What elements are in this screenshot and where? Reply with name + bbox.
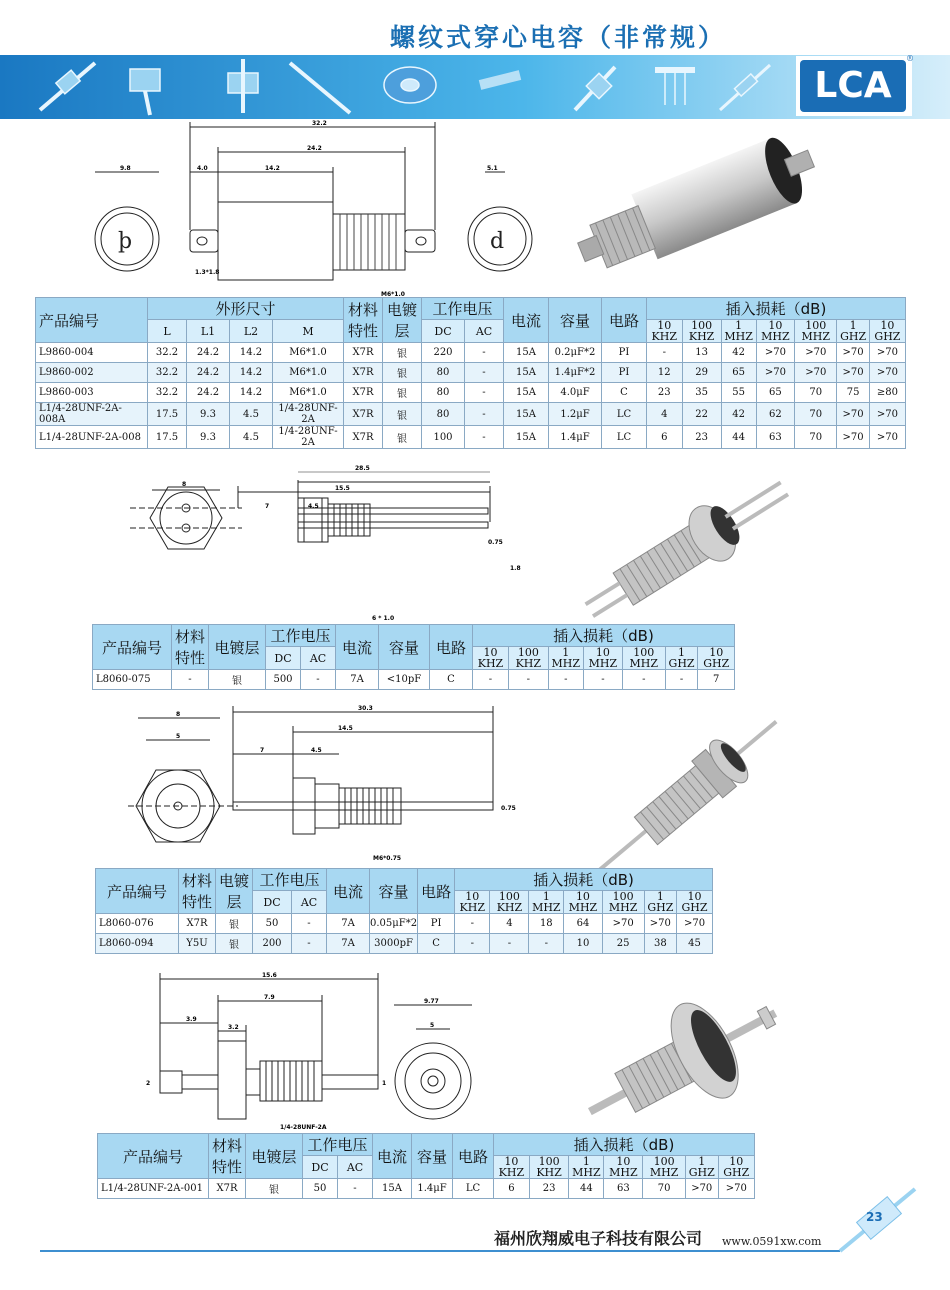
table-cell: X7R	[344, 426, 383, 449]
table-cell: >70	[677, 914, 713, 934]
col-f5: 100 MHZ	[622, 647, 665, 670]
spec-table-1	[35, 297, 906, 449]
table-cell: LC	[602, 426, 647, 449]
col-f2: 100 KHZ	[682, 320, 721, 343]
table-cell: >70	[869, 363, 905, 383]
drawing-3	[128, 700, 528, 865]
col-circuit: 电路	[430, 625, 473, 670]
part-number-cell: L8060-075	[93, 670, 172, 690]
product-photo-1	[572, 134, 832, 284]
table-cell: 9.3	[187, 426, 230, 449]
dim-7: 7	[265, 503, 270, 510]
table-cell: 14.2	[230, 343, 273, 363]
col-plating: 电镀层	[209, 625, 266, 670]
col-f3: 1 MHZ	[548, 647, 583, 670]
col-f2: 100 KHZ	[508, 647, 548, 670]
spec-table-2	[92, 624, 735, 690]
dim-15-6: 15.6	[262, 972, 277, 979]
col-plating: 电镀层	[246, 1134, 303, 1179]
dim-4-0: 4.0	[197, 165, 208, 172]
table-cell: 80	[422, 403, 465, 426]
table-cell: 80	[422, 383, 465, 403]
table-cell: >70	[685, 1179, 718, 1199]
table-cell: M6*1.0	[273, 363, 344, 383]
col-part: 产品编号	[98, 1134, 209, 1179]
table-cell: C	[418, 934, 455, 954]
table-cell: 500	[266, 670, 301, 690]
table-cell: ≥80	[869, 383, 905, 403]
table-4-body	[98, 1179, 755, 1199]
table-cell: 50	[303, 1179, 338, 1199]
table-cell: -	[292, 914, 327, 934]
table-cell: C	[602, 383, 647, 403]
table-cell: 63	[756, 426, 795, 449]
table-cell: -	[172, 670, 209, 690]
table-cell: -	[465, 363, 504, 383]
table-row	[93, 670, 735, 690]
table-cell: PI	[602, 363, 647, 383]
table-cell: 70	[795, 383, 837, 403]
table-cell: 9.3	[187, 403, 230, 426]
dim-4-5: 4.5	[308, 503, 319, 510]
dim-28-5: 28.5	[355, 465, 370, 472]
table-cell: >70	[602, 914, 644, 934]
table-row	[36, 343, 906, 363]
table-cell: -	[647, 343, 683, 363]
col-f4: 10 MHZ	[756, 320, 795, 343]
table-cell: 200	[253, 934, 292, 954]
table-cell: 25	[602, 934, 644, 954]
col-f5: 100 MHZ	[643, 1156, 686, 1179]
part-number-cell: L1/4-28UNF-2A-008	[36, 426, 148, 449]
table-row	[36, 403, 906, 426]
col-insertion-loss: 插入损耗（dB)	[473, 625, 735, 647]
table-cell: 10	[564, 934, 602, 954]
table-cell: 32.2	[148, 343, 187, 363]
table-cell: -	[665, 670, 698, 690]
col-capacitance: 容量	[412, 1134, 453, 1179]
table-cell: 4.0μF	[549, 383, 602, 403]
col-f7: 10 GHZ	[869, 320, 905, 343]
col-insertion-loss: 插入损耗（dB)	[647, 298, 906, 320]
table-cell: -	[508, 670, 548, 690]
dim-0-75: 0.75	[501, 805, 516, 812]
table-cell: 7A	[327, 934, 370, 954]
table-cell: 65	[721, 363, 756, 383]
table-cell: >70	[837, 343, 869, 363]
col-part: 产品编号	[96, 869, 179, 914]
table-cell: 42	[721, 343, 756, 363]
col-f7: 10 GHZ	[677, 891, 713, 914]
drawing-4-end-view	[388, 995, 478, 1125]
table-cell: 7A	[327, 914, 370, 934]
table-cell: X7R	[344, 363, 383, 383]
table-cell: 64	[564, 914, 602, 934]
part-number-cell: L1/4-28UNF-2A-008A	[36, 403, 148, 426]
table-cell: 1/4-28UNF-2A	[273, 426, 344, 449]
col-f4: 10 MHZ	[583, 647, 622, 670]
col-L2: L2	[230, 320, 273, 343]
table-cell: 15A	[504, 363, 549, 383]
banner-components-art	[0, 55, 790, 119]
table-cell: 17.5	[148, 403, 187, 426]
col-f3: 1 MHZ	[721, 320, 756, 343]
table-cell: C	[430, 670, 473, 690]
col-ac: AC	[338, 1156, 373, 1179]
col-ac: AC	[465, 320, 504, 343]
col-current: 电流	[373, 1134, 412, 1179]
table-cell: 15A	[373, 1179, 412, 1199]
dim-14-2: 14.2	[265, 165, 280, 172]
table-cell: 23	[682, 426, 721, 449]
table-cell: 1.4μF	[549, 426, 602, 449]
col-dc: DC	[266, 647, 301, 670]
table-cell: 42	[721, 403, 756, 426]
part-number-cell: L8060-094	[96, 934, 179, 954]
table-cell: 38	[644, 934, 676, 954]
col-material: 材料特性	[209, 1134, 246, 1179]
table-cell: -	[465, 426, 504, 449]
table-cell: -	[529, 934, 564, 954]
table-cell: 银	[383, 343, 422, 363]
col-insertion-loss: 插入损耗（dB)	[455, 869, 713, 891]
table-row	[98, 1179, 755, 1199]
table-3-body	[96, 914, 713, 954]
part-number-cell: L9860-002	[36, 363, 148, 383]
table-cell: 70	[795, 403, 837, 426]
table-cell: 23	[529, 1179, 569, 1199]
table-cell: >70	[837, 426, 869, 449]
table-cell: 75	[837, 383, 869, 403]
dim-32-2: 32.2	[312, 120, 327, 127]
table-cell: 70	[795, 426, 837, 449]
table-cell: 18	[529, 914, 564, 934]
dim-9-8: 9.8	[120, 165, 131, 172]
table-cell: 6	[647, 426, 683, 449]
dim-thread-4: 1/4-28UNF-2A	[280, 1124, 327, 1131]
col-f7: 10 GHZ	[718, 1156, 754, 1179]
table-cell: >70	[756, 363, 795, 383]
spec-table-3	[95, 868, 713, 954]
dim-5-1: 5.1	[487, 165, 498, 172]
table-cell: 55	[721, 383, 756, 403]
table-cell: 24.2	[187, 343, 230, 363]
table-cell: 100	[422, 426, 465, 449]
table-cell: -	[490, 934, 529, 954]
company-logo	[796, 56, 912, 116]
table-cell: >70	[837, 403, 869, 426]
table-cell: -	[292, 934, 327, 954]
col-f6: 1 GHZ	[685, 1156, 718, 1179]
col-f1: 10 KHZ	[494, 1156, 530, 1179]
table-cell: 220	[422, 343, 465, 363]
table-cell: 32.2	[148, 363, 187, 383]
table-cell: 7A	[336, 670, 379, 690]
table-2-body	[93, 670, 735, 690]
table-cell: X7R	[209, 1179, 246, 1199]
registered-mark: ®	[906, 54, 914, 63]
table-cell: -	[465, 383, 504, 403]
col-f1: 10 KHZ	[455, 891, 490, 914]
table-cell: >70	[837, 363, 869, 383]
dim-24-2: 24.2	[307, 145, 322, 152]
dim-thread-3: M6*0.75	[373, 855, 402, 862]
table-cell: 银	[383, 403, 422, 426]
table-cell: -	[622, 670, 665, 690]
table-cell: 15A	[504, 403, 549, 426]
table-cell: >70	[869, 403, 905, 426]
table-cell: >70	[718, 1179, 754, 1199]
col-voltage: 工作电压	[266, 625, 336, 647]
dim-4-5: 4.5	[311, 747, 322, 754]
part-number-cell: L9860-003	[36, 383, 148, 403]
table-cell: >70	[795, 343, 837, 363]
table-cell: 0.2μF*2	[549, 343, 602, 363]
col-current: 电流	[504, 298, 549, 343]
table-cell: 14.2	[230, 363, 273, 383]
dim-2: 2	[146, 1080, 151, 1087]
col-f7: 10 GHZ	[698, 647, 735, 670]
table-cell: 1/4-28UNF-2A	[273, 403, 344, 426]
col-f6: 1 GHZ	[837, 320, 869, 343]
table-cell: 1.4μF*2	[549, 363, 602, 383]
col-L1: L1	[187, 320, 230, 343]
table-cell: 14.2	[230, 383, 273, 403]
table-cell: PI	[418, 914, 455, 934]
footer-company: 福州欣翔威电子科技有限公司	[494, 1229, 703, 1248]
col-voltage: 工作电压	[253, 869, 327, 891]
table-cell: 17.5	[148, 426, 187, 449]
dim-3-9: 3.9	[186, 1016, 197, 1023]
table-cell: 45	[677, 934, 713, 954]
col-circuit: 电路	[453, 1134, 494, 1179]
col-voltage: 工作电压	[303, 1134, 373, 1156]
table-cell: 80	[422, 363, 465, 383]
table-cell: 15A	[504, 383, 549, 403]
col-f2: 100 KHZ	[490, 891, 529, 914]
table-cell: 银	[383, 383, 422, 403]
dim-30-3: 30.3	[358, 705, 373, 712]
table-cell: 4	[647, 403, 683, 426]
product-photo-2	[570, 470, 810, 620]
col-plating: 电镀层	[216, 869, 253, 914]
col-f6: 1 GHZ	[644, 891, 676, 914]
col-f1: 10 KHZ	[647, 320, 683, 343]
table-cell: Y5U	[179, 934, 216, 954]
table-cell: X7R	[344, 343, 383, 363]
table-1-body	[36, 343, 906, 449]
col-part: 产品编号	[93, 625, 172, 670]
table-cell: 50	[253, 914, 292, 934]
dim-7-9: 7.9	[264, 994, 275, 1001]
table-cell: 24.2	[187, 383, 230, 403]
table-cell: 4.5	[230, 426, 273, 449]
table-cell: -	[473, 670, 509, 690]
table-cell: 15A	[504, 343, 549, 363]
table-cell: 银	[383, 426, 422, 449]
table-cell: 银	[216, 914, 253, 934]
table-cell: 23	[647, 383, 683, 403]
table-cell: -	[548, 670, 583, 690]
table-cell: 29	[682, 363, 721, 383]
dim-0-75: 0.75	[488, 539, 503, 546]
dim-9-77: 9.77	[424, 998, 439, 1005]
col-insertion-loss: 插入损耗（dB)	[494, 1134, 755, 1156]
dim-8: 8	[182, 481, 187, 488]
col-f6: 1 GHZ	[665, 647, 698, 670]
table-cell: 银	[383, 363, 422, 383]
table-cell: 银	[246, 1179, 303, 1199]
col-f5: 100 MHZ	[795, 320, 837, 343]
col-circuit: 电路	[602, 298, 647, 343]
table-row	[36, 363, 906, 383]
dim-thread-2: 6 * 1.0	[372, 615, 395, 622]
part-number-cell: L8060-076	[96, 914, 179, 934]
col-f5: 100 MHZ	[602, 891, 644, 914]
table-cell: >70	[756, 343, 795, 363]
table-cell: 1.2μF	[549, 403, 602, 426]
dim-3-2: 3.2	[228, 1024, 239, 1031]
table-cell: 13	[682, 343, 721, 363]
page-title: 螺纹式穿心电容（非常规）	[390, 23, 727, 52]
col-M: M	[273, 320, 344, 343]
spec-table-4	[97, 1133, 755, 1199]
dim-thread: M6*1.0	[381, 291, 405, 298]
col-f4: 10 MHZ	[564, 891, 602, 914]
product-photo-3	[570, 715, 810, 865]
dim-5: 5	[430, 1022, 435, 1029]
table-cell: >70	[869, 343, 905, 363]
dim-8: 8	[176, 711, 181, 718]
col-material: 材料特性	[172, 625, 209, 670]
table-row	[96, 934, 713, 954]
table-cell: <10pF	[379, 670, 430, 690]
table-cell: 32.2	[148, 383, 187, 403]
table-cell: PI	[602, 343, 647, 363]
table-cell: M6*1.0	[273, 383, 344, 403]
col-dc: DC	[253, 891, 292, 914]
table-cell: 银	[216, 934, 253, 954]
table-cell: -	[465, 343, 504, 363]
drawing-2	[130, 460, 530, 622]
col-f2: 100 KHZ	[529, 1156, 569, 1179]
col-capacitance: 容量	[549, 298, 602, 343]
table-cell: 15A	[504, 426, 549, 449]
col-f1: 10 KHZ	[473, 647, 509, 670]
col-current: 电流	[327, 869, 370, 914]
table-row	[36, 426, 906, 449]
dim-15-5: 15.5	[335, 485, 350, 492]
dim-5: 5	[176, 733, 181, 740]
table-cell: 0.05μF*2	[370, 914, 418, 934]
col-capacitance: 容量	[379, 625, 430, 670]
table-cell: 银	[209, 670, 266, 690]
table-cell: -	[301, 670, 336, 690]
table-cell: 1.4μF	[412, 1179, 453, 1199]
col-plating: 电镀层	[383, 298, 422, 343]
col-dc: DC	[303, 1156, 338, 1179]
col-circuit: 电路	[418, 869, 455, 914]
table-cell: 65	[756, 383, 795, 403]
part-number-cell: L1/4-28UNF-2A-001	[98, 1179, 209, 1199]
table-cell: LC	[453, 1179, 494, 1199]
col-f3: 1 MHZ	[569, 1156, 604, 1179]
logo-mark: LCA	[800, 60, 906, 112]
table-cell: 4.5	[230, 403, 273, 426]
table-cell: 70	[643, 1179, 686, 1199]
col-material: 材料特性	[344, 298, 383, 343]
dim-14-5: 14.5	[338, 725, 353, 732]
col-capacitance: 容量	[370, 869, 418, 914]
table-cell: 22	[682, 403, 721, 426]
col-voltage: 工作电压	[422, 298, 504, 320]
table-cell: LC	[602, 403, 647, 426]
dim-hole: 1.3*1.8	[195, 269, 220, 276]
table-cell: M6*1.0	[273, 343, 344, 363]
table-cell: 12	[647, 363, 683, 383]
table-cell: -	[465, 403, 504, 426]
table-cell: 44	[569, 1179, 604, 1199]
table-cell: 63	[604, 1179, 643, 1199]
footer-url[interactable]: www.0591xw.com	[722, 1235, 822, 1248]
table-cell: -	[338, 1179, 373, 1199]
footer-rule	[40, 1250, 840, 1252]
table-cell: >70	[644, 914, 676, 934]
table-cell: 4	[490, 914, 529, 934]
col-current: 电流	[336, 625, 379, 670]
table-row	[36, 383, 906, 403]
page-number: 23	[866, 1210, 883, 1224]
drawing-1	[85, 122, 570, 297]
table-cell: -	[455, 934, 490, 954]
col-f4: 10 MHZ	[604, 1156, 643, 1179]
svg-text:d: d	[490, 229, 505, 254]
table-cell: 24.2	[187, 363, 230, 383]
table-row	[96, 914, 713, 934]
col-L: L	[148, 320, 187, 343]
col-part: 产品编号	[36, 298, 148, 343]
table-cell: -	[583, 670, 622, 690]
dim-1: 1	[382, 1080, 387, 1087]
table-cell: >70	[869, 426, 905, 449]
table-cell: X7R	[179, 914, 216, 934]
dim-1-8: 1.8	[510, 565, 521, 572]
table-cell: 62	[756, 403, 795, 426]
col-ac: AC	[292, 891, 327, 914]
col-f3: 1 MHZ	[529, 891, 564, 914]
product-photo-4	[575, 980, 805, 1130]
col-dc: DC	[422, 320, 465, 343]
part-number-cell: L9860-004	[36, 343, 148, 363]
table-cell: 44	[721, 426, 756, 449]
table-cell: 35	[682, 383, 721, 403]
table-cell: 3000pF	[370, 934, 418, 954]
col-dims: 外形尺寸	[148, 298, 344, 320]
dim-7: 7	[260, 747, 265, 754]
table-cell: -	[455, 914, 490, 934]
table-cell: >70	[795, 363, 837, 383]
svg-text:þ: þ	[118, 229, 133, 254]
table-cell: 7	[698, 670, 735, 690]
col-material: 材料特性	[179, 869, 216, 914]
table-cell: X7R	[344, 383, 383, 403]
table-cell: X7R	[344, 403, 383, 426]
table-cell: 6	[494, 1179, 530, 1199]
col-ac: AC	[301, 647, 336, 670]
